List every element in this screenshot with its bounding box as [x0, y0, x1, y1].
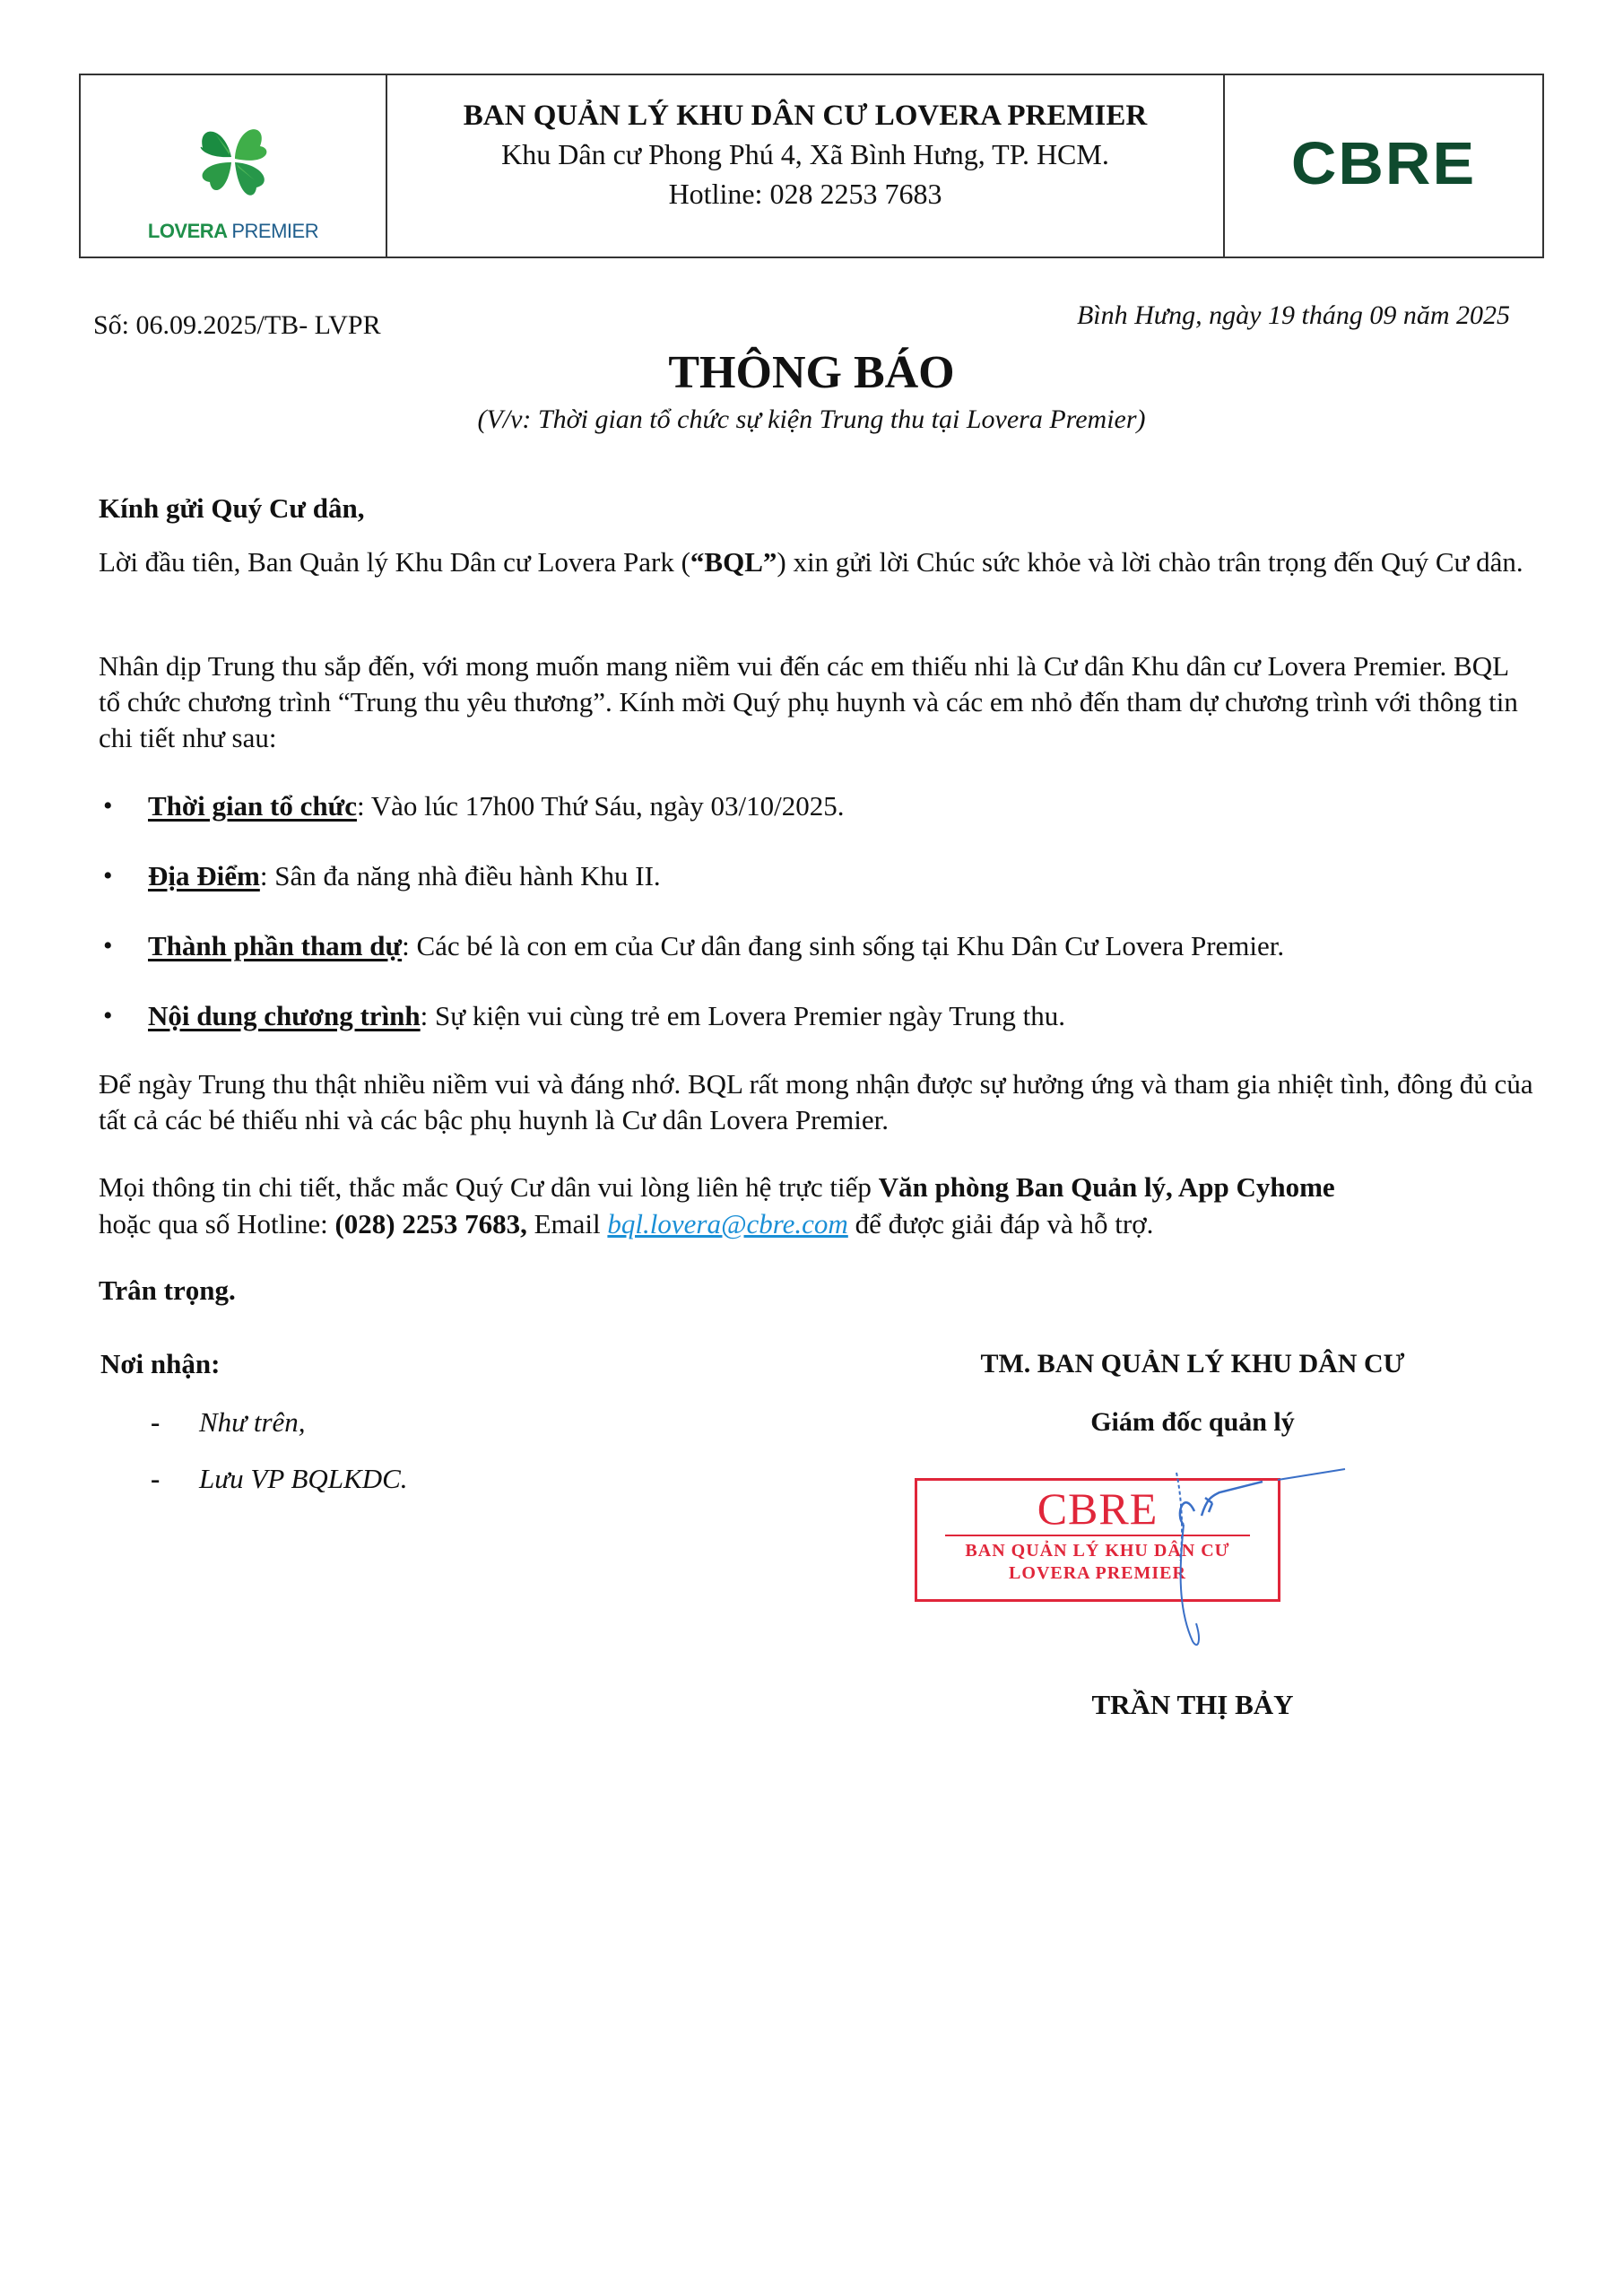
document-title: THÔNG BÁO [668, 347, 955, 398]
bullet-icon: • [103, 791, 113, 821]
dash-icon: - [151, 1463, 161, 1494]
invitation-paragraph: Để ngày Trung thu thật nhiều niềm vui và đáng nhớ. BQL rất mong nhận được sự hưởng ứng và tham gia nhiệt tình, đông đủ của tất cả các bé thiếu nhi và các bậc phụ huynh là Cư dân Lovera Premier. [99, 1068, 1533, 1135]
bullet-item-time: • Thời gian tổ chức: Vào lúc 17h00 Thứ Sáu, ngày 03/10/2025. [148, 788, 844, 824]
letterhead-center-cell [387, 75, 1225, 257]
signature-role: Giám đốc quản lý [1090, 1407, 1295, 1437]
letterhead-right-cell [1225, 75, 1542, 257]
contact-line-1: Mọi thông tin chi tiết, thắc mắc Quý Cư dân vui lòng liên hệ trực tiếp Văn phòng Ban Quản lý, App Cyhome [99, 1171, 1335, 1203]
place-date: Bình Hưng, ngày 19 tháng 09 năm 2025 [1076, 300, 1510, 330]
signatory-name: TRẦN THỊ BẢY [1091, 1689, 1294, 1720]
bullet-item-participants: • Thành phần tham dự: Các bé là con em của Cư dân đang sinh sống tại Khu Dân Cư Lovera Premier. [148, 928, 1284, 964]
lovera-logo-text: LOVERA PREMIER [147, 220, 319, 242]
bullet-icon: • [103, 931, 113, 961]
recipient-item: Lưu VP BQLKDC. [199, 1463, 408, 1494]
letterhead-table [79, 74, 1544, 258]
closing: Trân trọng. [99, 1274, 236, 1306]
letterhead-left-cell [81, 75, 387, 257]
cbre-logo: CBRE [1290, 129, 1477, 197]
lovera-premier-logo [81, 111, 386, 243]
dash-icon: - [151, 1406, 161, 1438]
handwritten-signature [1157, 1462, 1390, 1677]
recipient-item: Như trên, [199, 1406, 306, 1438]
letterhead-address: Khu Dân cư Phong Phú 4, Xã Bình Hưng, TP. HCM. [501, 138, 1109, 170]
event-paragraph: Nhân dịp Trung thu sắp đến, với mong muốn mang niềm vui đến các em thiếu nhi là Cư dân Khu dân cư Lovera Premier. BQL tổ chức chương trình “Trung thu yêu thương”. Kính mời Quý phụ huynh và các em nhỏ đến tham dự chương trình với thông tin chi tiết như sau: [99, 650, 1518, 753]
document-subtitle: (V/v: Thời gian tổ chức sự kiện Trung thu tại Lovera Premier) [477, 404, 1146, 434]
email-link[interactable]: bql.lovera@cbre.com [607, 1208, 848, 1239]
bullet-icon: • [103, 861, 113, 891]
bullet-item-location: • Địa Điểm: Sân đa năng nhà điều hành Khu II. [148, 858, 661, 894]
salutation: Kính gửi Quý Cư dân, [99, 492, 365, 524]
signature-org: TM. BAN QUẢN LÝ KHU DÂN CƯ [980, 1349, 1405, 1378]
clover-icon [184, 111, 282, 210]
letterhead-hotline: Hotline: 028 2253 7683 [668, 178, 942, 210]
recipients-heading: Nơi nhận: [100, 1348, 221, 1379]
contact-line-2: hoặc qua số Hotline: (028) 2253 7683, Email bql.lovera@cbre.com để được giải đáp và hỗ trợ. [99, 1208, 1154, 1239]
document-number: Số: 06.09.2025/TB- LVPR [93, 310, 381, 340]
company-stamp: CBRE BAN QUẢN LÝ KHU DÂN CƯ LOVERA PREMIER [915, 1478, 1280, 1602]
bullet-icon: • [103, 1001, 113, 1031]
letterhead-title: BAN QUẢN LÝ KHU DÂN CƯ LOVERA PREMIER [463, 100, 1148, 132]
bullet-item-content: • Nội dung chương trình: Sự kiện vui cùng trẻ em Lovera Premier ngày Trung thu. [148, 998, 1065, 1034]
intro-paragraph: Lời đầu tiên, Ban Quản lý Khu Dân cư Lovera Park (“BQL”) xin gửi lời Chúc sức khỏe và lời chào trân trọng đến Quý Cư dân. [99, 546, 1523, 578]
